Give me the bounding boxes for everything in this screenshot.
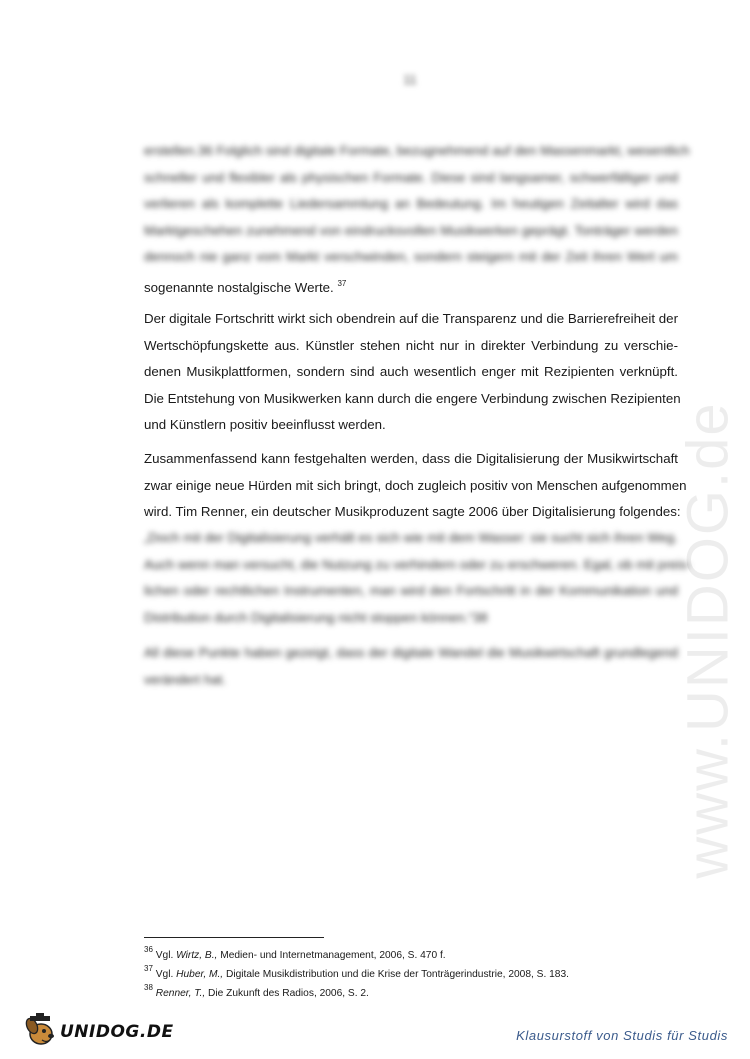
text-line: zwar einige neue Hürden mit sich bringt, doch zugleich positiv von Menschen aufgenommen (144, 477, 687, 493)
text-line: Zusammenfassend kann festgehalten werden, dass die Digitalisierung der Musikwirtschaft (144, 451, 678, 466)
footnote-number: 36 (144, 945, 153, 954)
footnote-author: Huber, M., (176, 969, 224, 980)
footnote-author: Wirtz, B., (176, 950, 218, 961)
text-line: Auch wenn man versucht, die Nutzung zu verhindern oder zu erschweren. Egal, ob mit preis- (144, 556, 691, 572)
text-line: Wertschöpfungskette aus. Künstler stehen nicht nur in direkter Verbindung zu verschie- (144, 337, 678, 353)
footnote-number: 38 (144, 983, 153, 992)
blurred-paragraph-top (144, 138, 690, 271)
text-line: lichen oder rechtlichen Instrumenten, man wird den Fortschritt in der Kommunikation und (144, 583, 678, 599)
text-line: „Doch mit der Digitalisierung verhält es sich wie mit dem Wasser: sie sucht sich ihren Weg. (144, 530, 678, 545)
paragraph-transparency (144, 306, 681, 439)
watermark: www.UNIDOG.de (675, 401, 741, 879)
footnote (144, 943, 704, 962)
footnote-text: Die Zukunft des Radios, 2006, S. 2. (205, 988, 369, 999)
text-line: All diese Punkte haben gezeigt, dass der digitale Wandel die Musikwirtschaft grundlegend (144, 645, 678, 660)
unidog-logo (22, 1012, 174, 1048)
text-line: schneller und flexibler als physischen Formate. Diese sind langsamer, schwerfälliger und (144, 169, 678, 185)
footnote-ref: 37 (337, 279, 347, 288)
text-line: dennoch nie ganz vom Markt verschwinden, sondern steigern mit der Zeit ihren Wert um (144, 249, 678, 265)
footnotes (144, 943, 704, 1000)
blurred-paragraph-bottom (144, 640, 678, 693)
footnote-number: 37 (144, 964, 153, 973)
footnote (144, 981, 704, 1000)
footnote-author: Renner, T., (155, 988, 206, 999)
dog-mascot-icon (22, 1012, 58, 1048)
text-line: Distribution durch Digitalisierung nicht stoppen können.“38 (144, 609, 488, 625)
paragraph-summary (144, 446, 687, 526)
footnote-text: Medien- und Internetmanagement, 2006, S. 470 f. (217, 950, 446, 961)
paragraph-end (144, 271, 678, 298)
text-line: denen Musikplattformen, sondern sind auch wesentlich enger mit Rezipienten verknüpft. (144, 364, 678, 380)
page-number: 11 (403, 72, 417, 87)
footnote-prefix: Vgl. (155, 969, 177, 980)
text-line: erstellen.36 Folglich sind digitale Formate, bezugnehmend auf den Massenmarkt, wesentlich (144, 143, 690, 158)
blurred-quote (144, 525, 691, 631)
text-line: Marktgeschehen zunehmend von eindrucksvollen Musikwerken geprägt. Tonträger werden (144, 222, 678, 238)
text-line: wird. Tim Renner, ein deutscher Musikproduzent sagte 2006 über Digitalisierung folgendes: (144, 504, 681, 520)
text-line: und Künstlern positiv beeinflusst werden. (144, 417, 386, 433)
footnote-prefix: Vgl. (155, 950, 177, 961)
text-line: verändert hat. (144, 671, 227, 687)
text-line: verlieren als komplette Liedersammlung an Bedeutung. Im heutigen Zeitalter wird das (144, 196, 678, 212)
slogan: Klausurstoff von Studis für Studis (516, 1028, 728, 1043)
text-line: Der digitale Fortschritt wirkt sich obendrein auf die Transparenz und die Barrierefreiheit der (144, 311, 678, 326)
paragraph-end-text: sogenannte nostalgische Werte. (144, 280, 334, 295)
footnote-text: Digitale Musikdistribution und die Krise der Tonträgerindustrie, 2008, S. 183. (223, 969, 569, 980)
text-line: Die Entstehung von Musikwerken kann durch die engere Verbindung zwischen Rezipienten (144, 390, 681, 406)
footnote (144, 962, 704, 981)
logo-text: UNIDOG.DE (60, 1022, 174, 1042)
footnote-separator (144, 937, 324, 938)
